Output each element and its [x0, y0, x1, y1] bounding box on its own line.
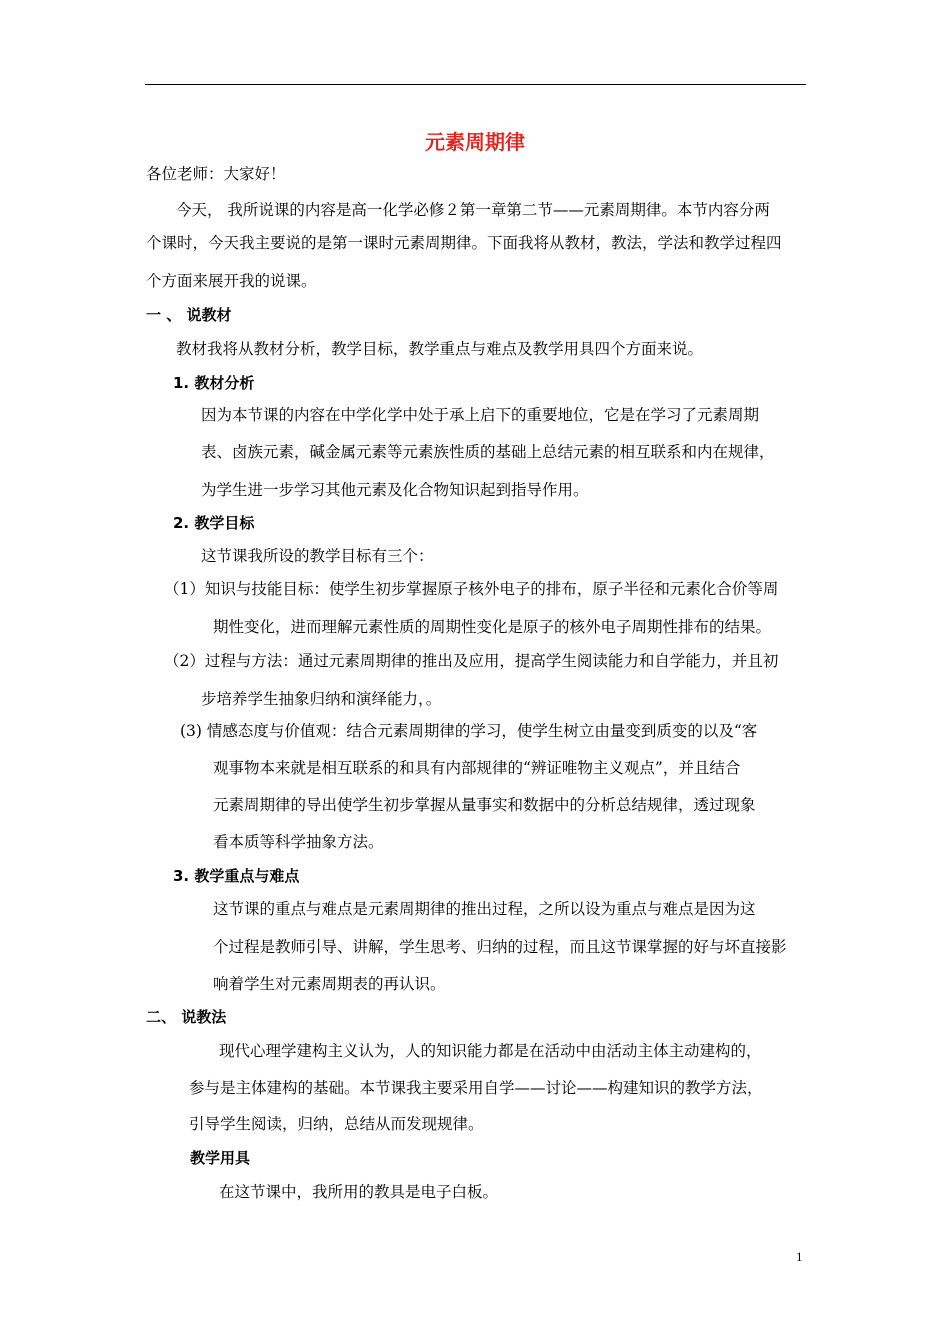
paragraph-line: 表、卤族元素，碱金属元素等元素族性质的基础上总结元素的相互联系和内在规律，	[201, 443, 775, 461]
goal-line: （1）知识与技能目标：使学生初步掌握原子核外电子的排布，原子半径和元素化合价等周	[164, 580, 779, 598]
paragraph-line: 为学生进一步学习其他元素及化合物知识起到指导作用。	[201, 481, 589, 499]
document-title: 元素周期律	[425, 130, 525, 154]
subheading-teaching-goals: 2. 教学目标	[173, 514, 255, 532]
goal-line: 期性变化，进而理解元素性质的周期性变化是原子的核外电子周期性排布的结果。	[213, 618, 772, 636]
goal-line: 元素周期律的导出使学生初步掌握从量事实和数据中的分析总结规律，透过现象	[213, 796, 756, 814]
goals-intro: 这节课我所设的教学目标有三个：	[201, 547, 434, 565]
greeting: 各位老师：大家好！	[146, 165, 286, 183]
intro-line: 个方面来展开我的说课。	[146, 272, 317, 290]
paragraph-line: 参与是主体建构的基础。本节课我主要采用自学——讨论——构建知识的教学方法，	[189, 1079, 763, 1097]
subheading-textbook-analysis: 1. 教材分析	[173, 374, 255, 392]
intro-line: 今天， 我所说课的内容是高一化学必修２第一章第二节——元素周期律。本节内容分两	[176, 201, 770, 219]
section-heading-1: 一 、 说教材	[146, 306, 232, 324]
paragraph-line: 现代心理学建构主义认为，人的知识能力都是在活动中由活动主体主动建构的，	[219, 1042, 762, 1060]
paragraph-line: 响着学生对元素周期表的再认识。	[213, 975, 446, 993]
paragraph-line: 因为本节课的内容在中学化学中处于承上启下的重要地位，它是在学习了元素周期	[201, 406, 760, 424]
goal-line: （2）过程与方法：通过元素周期律的推出及应用，提高学生阅读能力和自学能力，并且初	[164, 652, 779, 670]
paragraph-line: 个过程是教师引导、讲解，学生思考、归纳的过程，而且这节课掌握的好与坏直接影	[213, 938, 787, 956]
subheading-teaching-tools: 教学用具	[190, 1149, 251, 1167]
header-rule	[145, 84, 806, 85]
goal-line: 观事物本来就是相互联系的和具有内部规律的“辨证唯物主义观点”，并且结合	[213, 759, 741, 777]
section-heading-2: 二、 说教法	[146, 1008, 227, 1026]
goal-line: 步培养学生抽象归纳和演绎能力，。	[201, 690, 442, 708]
subheading-key-points: 3. 教学重点与难点	[173, 867, 300, 885]
paragraph-line: 这节课的重点与难点是元素周期律的推出过程，之所以设为重点与难点是因为这	[213, 900, 756, 918]
intro-line: 个课时，今天我主要说的是第一课时元素周期律。下面我将从教材，教法，学法和教学过程四	[146, 234, 782, 252]
page-number: 1	[796, 1249, 803, 1264]
goal-line: 看本质等科学抽象方法。	[213, 833, 384, 851]
paragraph-line: 在这节课中，我所用的教具是电子白板。	[219, 1183, 499, 1201]
goal-line: (3) 情感态度与价值观：结合元素周期律的学习，使学生树立由量变到质变的以及“客	[180, 722, 758, 740]
paragraph-line: 引导学生阅读，归纳，总结从而发现规律。	[189, 1115, 484, 1133]
section1-intro: 教材我将从教材分析，教学目标，教学重点与难点及教学用具四个方面来说。	[176, 340, 704, 358]
